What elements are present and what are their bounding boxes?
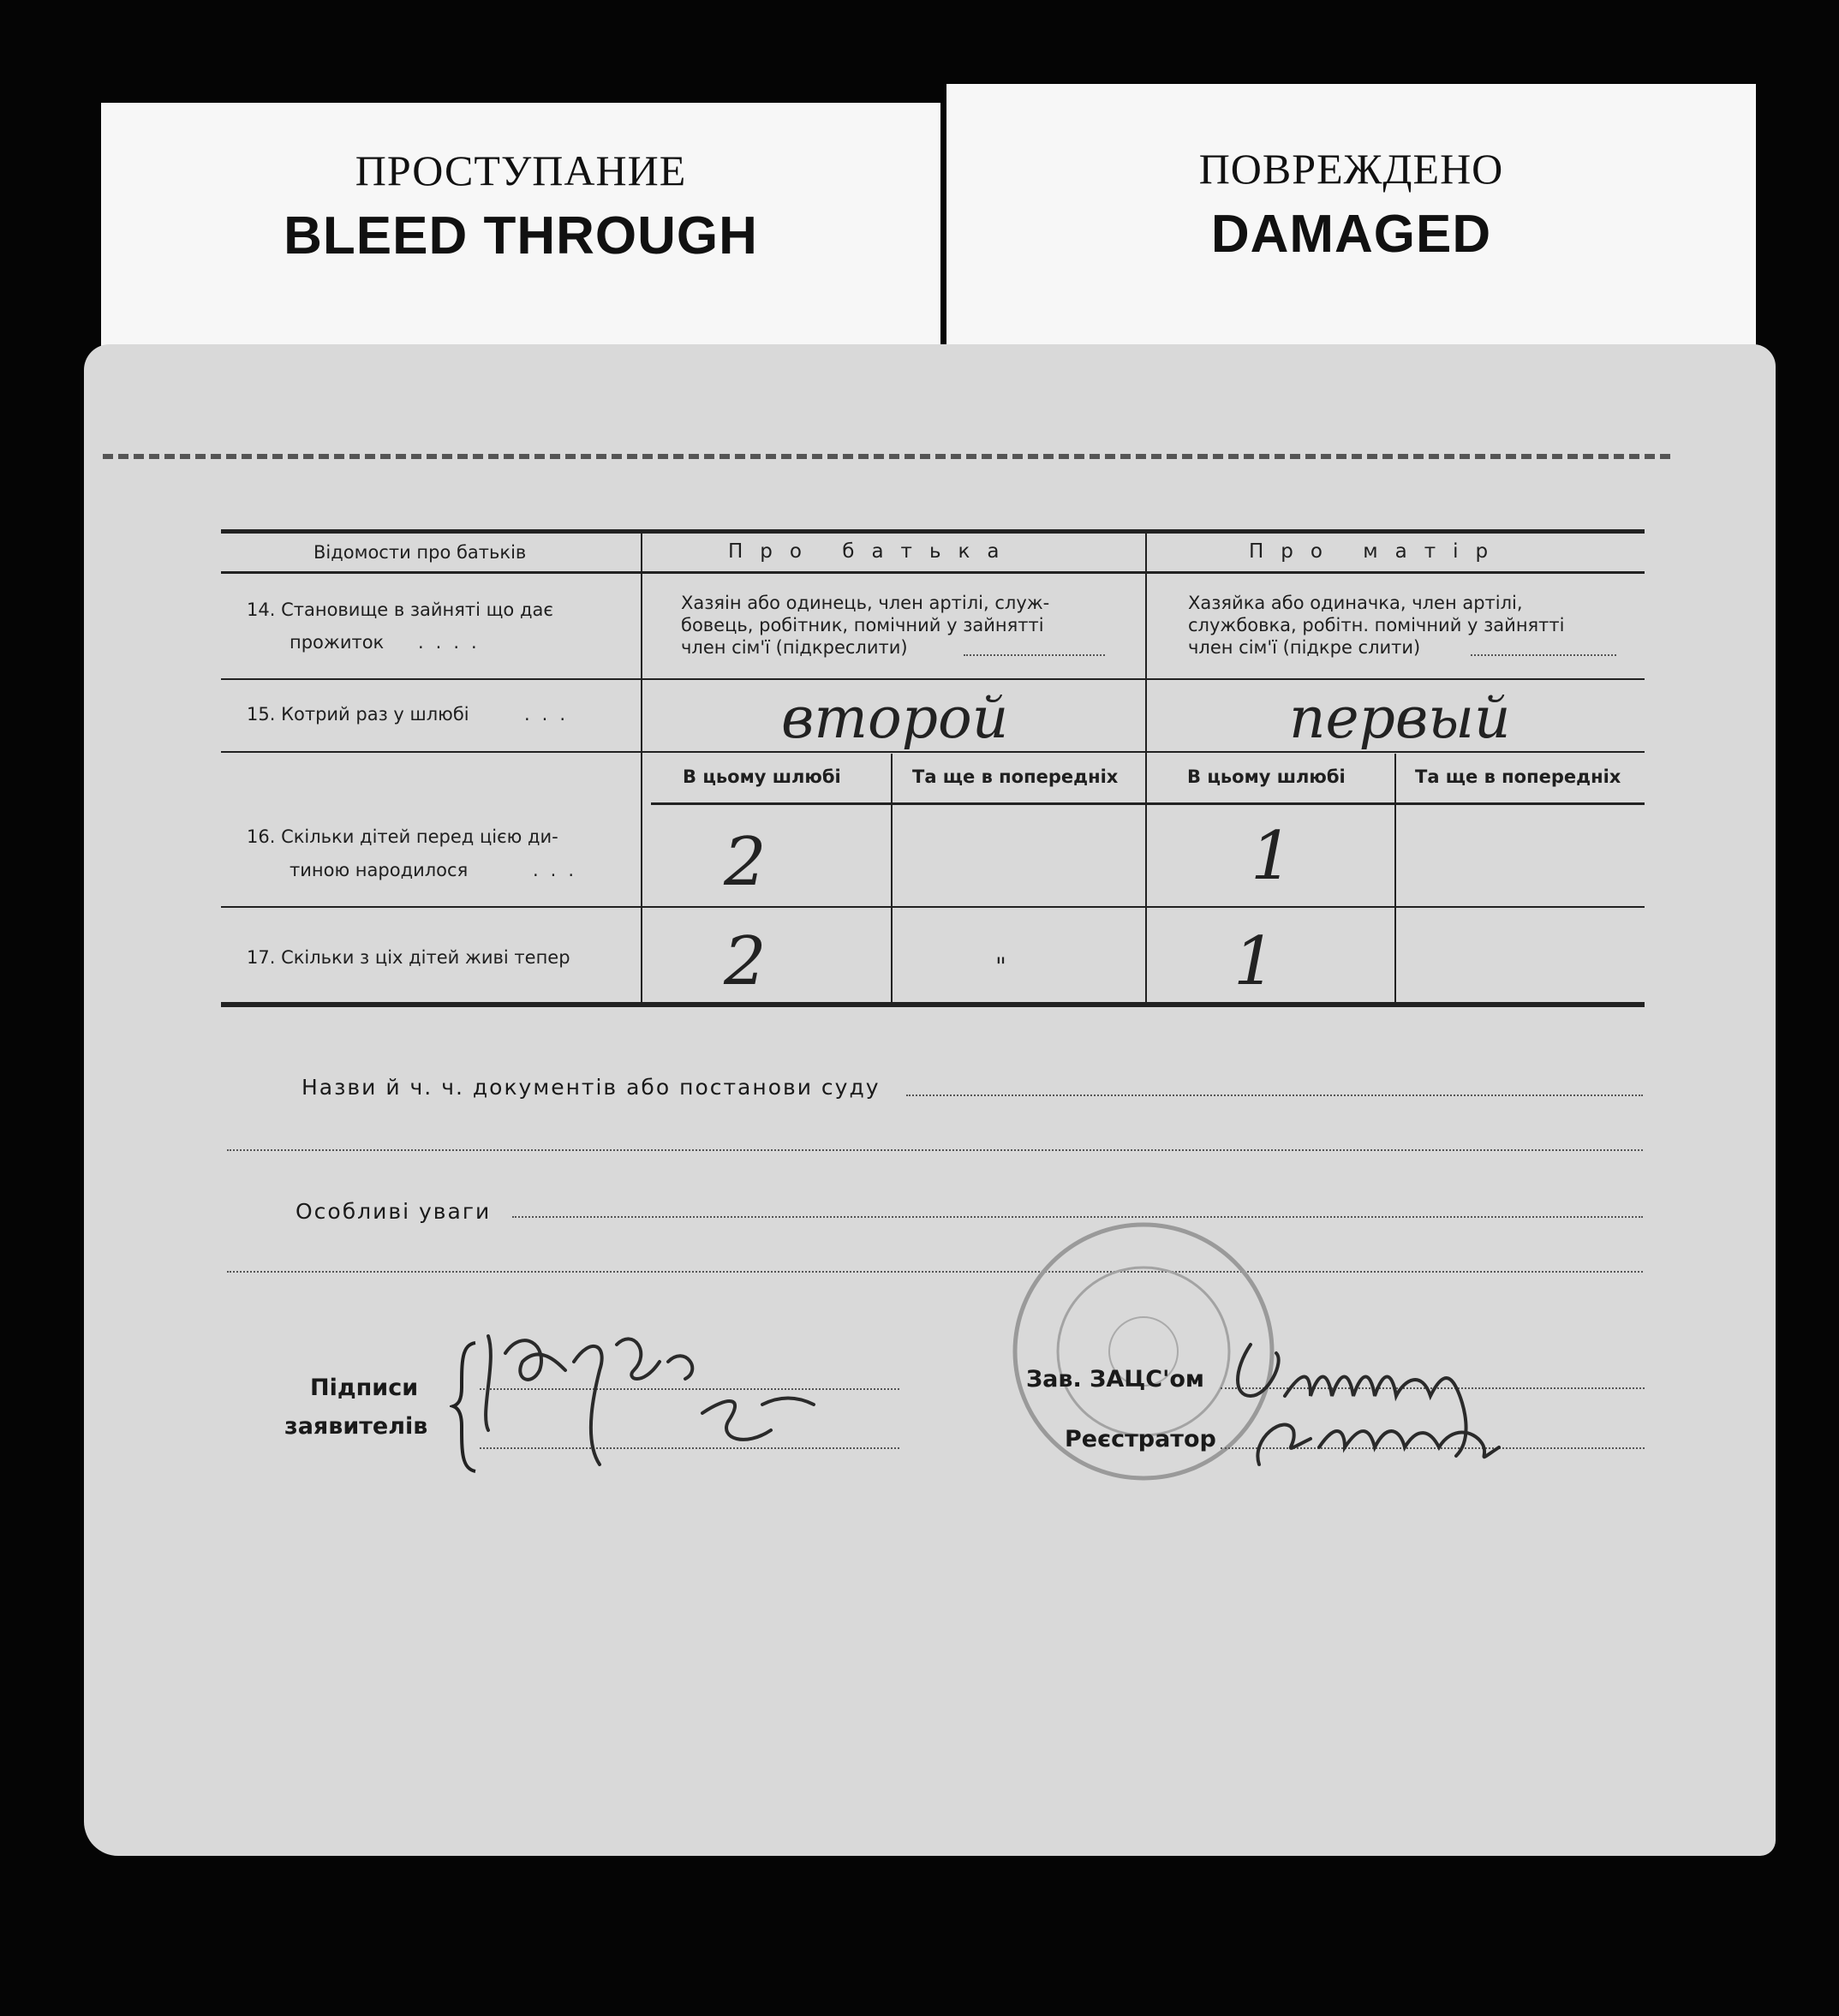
row14-father-text-1: Хазяін або одинець, член артілі, служ-: [681, 593, 1050, 613]
head-and-registrar-signatures: [1216, 1319, 1576, 1473]
row15-mother-handwritten: первый: [1289, 685, 1511, 751]
row14-father-dotted-line: [964, 654, 1105, 656]
bleed-through-russian: ПРОСТУПАНИЕ: [355, 146, 687, 194]
row16-rule: [221, 906, 1645, 908]
row17-mother-this-handwritten: 1: [1233, 923, 1276, 1000]
row14-mother-text-1: Хазяйка або одиначка, член артілі,: [1188, 593, 1523, 613]
row15-dots: ...: [524, 704, 578, 725]
row14-mother-text-2: службовка, робітн. помічний у зайнятті: [1188, 615, 1565, 635]
mother-this-marriage-header: В цьому шлюбі: [1187, 766, 1346, 787]
row16-father-this-handwritten: 2: [724, 824, 767, 901]
header-parents-info: Відомости про батьків: [313, 542, 527, 563]
table-header-rule: [221, 571, 1645, 574]
table-bottom-rule: [221, 1002, 1645, 1007]
row14-dots: ....: [418, 632, 489, 653]
applicant-signature: [471, 1310, 882, 1482]
damaged-label-card: [946, 84, 1756, 360]
row16-label: 16. Скільки дітей перед цією ди-: [247, 826, 558, 847]
signatures-label-cont: заявителів: [284, 1413, 428, 1440]
row16-label-cont: тиною народилося: [290, 860, 469, 880]
row14-label: 14. Становище в зайняті що дає: [247, 599, 553, 620]
row17-father-this-handwritten: 2: [724, 923, 767, 1000]
row15-rule: [221, 751, 1645, 753]
signatures-label: Підписи: [310, 1375, 419, 1401]
documents-dotted-line-1: [906, 1094, 1643, 1096]
notes-dotted-line-2: [227, 1271, 1643, 1273]
row14-father-text-2: бовець, робітник, помічний у зайнятті: [681, 615, 1044, 635]
perforation-line: [103, 454, 1670, 459]
row14-rule: [221, 678, 1645, 680]
header-father: Про батька: [728, 540, 1017, 563]
registrar-label: Реєстратор: [1065, 1426, 1216, 1452]
column-divider-4: [1394, 754, 1396, 1005]
row15-label: 15. Котрий раз у шлюбі: [247, 704, 469, 725]
row15-father-handwritten: второй: [781, 685, 1009, 751]
damaged-english: DAMAGED: [1210, 205, 1492, 264]
row14-label-cont: прожиток: [290, 632, 385, 653]
bleed-through-english: BLEED THROUGH: [284, 206, 758, 265]
documents-label: Назви й ч. ч. документів або постанови суду: [302, 1075, 881, 1100]
subheader-rule: [651, 802, 1645, 805]
father-previous-header: Та ще в попередніх: [912, 766, 1119, 787]
father-this-marriage-header: В цьому шлюбі: [683, 766, 841, 787]
row14-mother-dotted-line: [1471, 654, 1616, 656]
mother-previous-header: Та ще в попередніх: [1415, 766, 1621, 787]
row14-father-text-3: член сім'ї (підкреслити): [681, 637, 908, 658]
table-top-rule: [221, 529, 1645, 534]
column-divider-1: [641, 529, 642, 1005]
documents-dotted-line-2: [227, 1149, 1643, 1151]
row16-dots: ...: [533, 860, 587, 880]
notes-label: Особливі уваги: [296, 1199, 492, 1224]
column-divider-3: [891, 754, 893, 1005]
row14-mother-text-3: член сім'ї (підкре слити): [1188, 637, 1421, 658]
damaged-russian: ПОВРЕЖДЕНО: [1198, 145, 1504, 193]
head-zags-label: Зав. ЗАЦС'ом: [1026, 1366, 1204, 1393]
header-mother: Про матір: [1249, 540, 1506, 563]
row17-label: 17. Скільки з ціх дітей живі тепер: [247, 947, 570, 968]
row16-mother-this-handwritten: 1: [1251, 818, 1293, 895]
column-divider-2: [1145, 529, 1147, 1005]
bleed-through-label-card: [101, 103, 940, 360]
row17-father-previous-handwritten: ": [995, 952, 1006, 981]
